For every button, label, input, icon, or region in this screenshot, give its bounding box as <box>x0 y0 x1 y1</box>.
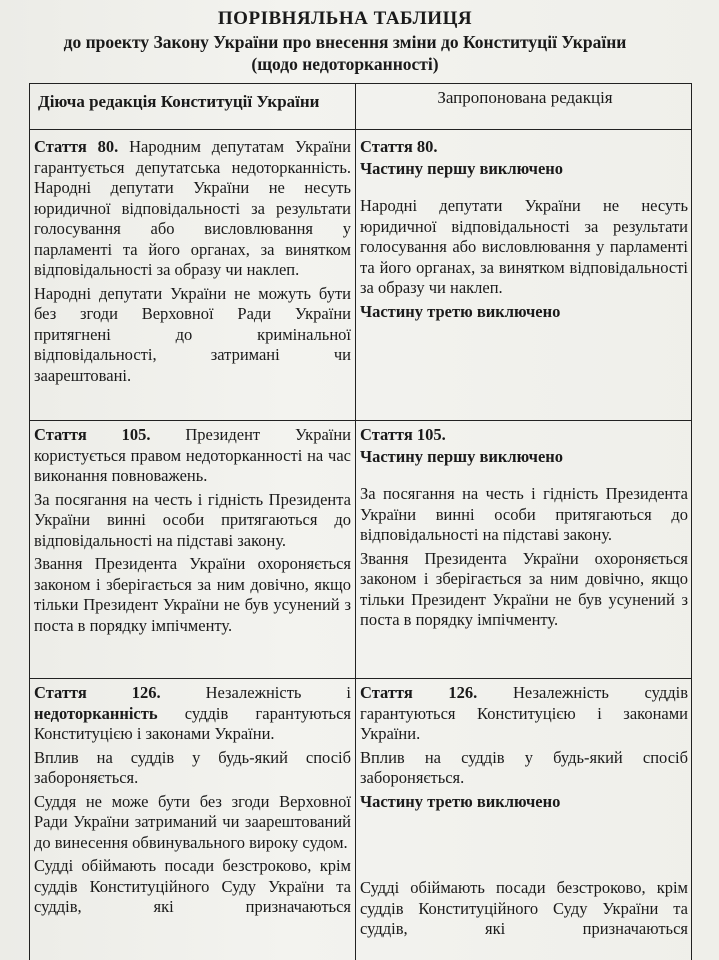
article-126-p1a: Незалежність і <box>205 683 352 702</box>
article-80-p3: Народні депутати України не можуть бути без згоди Верховної Ради України притягнені до кримінальної відповідальності, затримані чи заарештовані. <box>34 283 351 385</box>
article-80-p2: Народні депутати України не несуть юридичної відповідальності за результати голосування або висловлювання у парламенті та його органах, за винятком відповідальності за образу чи наклеп. <box>34 178 351 279</box>
article-126-p3: Суддя не може бути без згоди Верховної Ради України затриманий чи заарештований до винесення обвинувального вироку судом. <box>34 791 351 852</box>
article-80-p2-proposed: Народні депутати України не несуть юридичної відповідальності за результати голосування або висловлювання у парламенті та його органах, за винятком відповідальності за образу чи наклеп. <box>360 196 688 297</box>
row-126-proposed <box>360 683 688 943</box>
article-80-title: Стаття 80. <box>34 137 119 156</box>
row-divider-1 <box>30 420 691 421</box>
article-126-p1c: суддів гарантуються Конституцією і законами України. <box>34 703 351 743</box>
row-80-proposed <box>360 137 688 325</box>
row-105-current <box>34 425 351 639</box>
article-80-p1: Народним депутатам України гарантується депутатська недоторканність. <box>34 137 351 177</box>
row-80-current <box>34 137 351 389</box>
comparison-table <box>29 83 692 960</box>
doc-title: ПОРІВНЯЛЬНА ТАБЛИЦЯ <box>217 8 473 29</box>
row-126-current <box>34 683 351 921</box>
article-126-p4-proposed: Судді обіймають посади безстроково, крім суддів Конституційного Суду України та суддів, які призначаються <box>360 878 688 938</box>
article-105-p3: Звання Президента України охороняється законом і зберігається за ним довічно, якщо тільки Президент України не був усунений з поста в порядку імпічменту. <box>34 554 351 635</box>
row-divider-2 <box>30 678 691 679</box>
article-80-excl1: Частину першу виключено <box>360 158 564 178</box>
header-proposed: Запропонована редакція <box>437 88 613 107</box>
column-divider <box>355 84 356 960</box>
article-105-p1: Президент України користується правом недоторканності на час виконання повноважень. <box>34 425 352 485</box>
article-126-title: Стаття 126. <box>34 683 161 702</box>
doc-subtitle-2: (щодо недоторканності) <box>251 54 439 74</box>
article-126-excl3: Частину третю виключено <box>360 791 561 811</box>
row-105-proposed <box>360 425 688 634</box>
article-126-p2-proposed: Вплив на суддів у будь-який спосіб забороняється. <box>360 747 688 787</box>
article-126-title-proposed: Стаття 126. <box>360 683 478 702</box>
article-80-excl3: Частину третю виключено <box>360 301 561 321</box>
article-105-p2: За посягання на честь і гідність Президента України винні особи притягаються до відповідальності на підставі закону. <box>34 489 351 550</box>
article-126-p2: Вплив на суддів у будь-який спосіб забороняється. <box>34 747 351 787</box>
article-105-excl1: Частину першу виключено <box>360 446 564 466</box>
header-divider <box>30 129 691 130</box>
article-126-p4: Судді обіймають посади безстроково, крім суддів Конституційного Суду України та суддів, які призначаються <box>34 856 351 916</box>
article-126-p1-proposed: Незалежність суддів гарантуються Конституцією і законами України. <box>360 683 689 743</box>
article-105-title: Стаття 105. <box>34 425 151 444</box>
article-105-p3-proposed: Звання Президента України охороняється законом і зберігається за ним довічно, якщо тільки Президент України не був усунений з поста в порядку імпічменту. <box>360 548 688 629</box>
article-105-title-proposed: Стаття 105. <box>360 425 446 444</box>
article-80-title-proposed: Стаття 80. <box>360 137 438 156</box>
header-current: Діюча редакція Конституції України <box>38 92 320 111</box>
article-105-p2-proposed: За посягання на честь і гідність Президента України винні особи притягаються до відповідальності на підставі закону. <box>360 484 688 544</box>
article-126-p1b: недоторканність <box>34 703 158 723</box>
doc-subtitle: до проекту Закону України про внесення зміни до Конституції України <box>63 32 627 52</box>
